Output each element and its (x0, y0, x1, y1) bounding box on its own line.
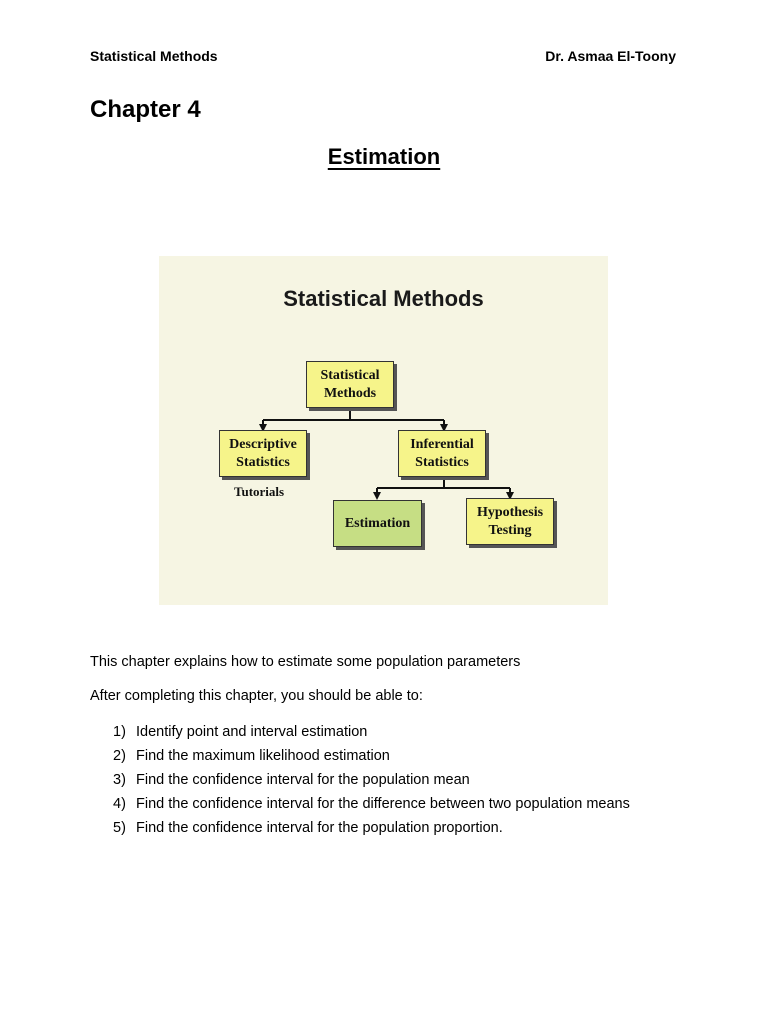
box-inferential-statistics (398, 430, 486, 477)
box-hypothesis-testing (466, 498, 554, 545)
box-descriptive-statistics (219, 430, 307, 477)
list-item (90, 816, 670, 840)
header-course-title: Statistical Methods (90, 48, 218, 64)
list-item-number: 2) (113, 748, 126, 764)
list-item-number: 3) (113, 772, 126, 788)
list-item (90, 792, 670, 816)
box-hypothesis-testing-label: Hypothesis Testing (476, 504, 544, 538)
list-item-number: 1) (113, 724, 126, 740)
list-item-text: Find the maximum likelihood estimation (136, 748, 390, 764)
box-statistical-methods (306, 361, 394, 408)
chapter-heading: Chapter 4 (90, 96, 201, 123)
objectives-lead: After completing this chapter, you should be able to: (90, 688, 423, 704)
header-author: Dr. Asmaa El-Toony (545, 48, 676, 64)
intro-paragraph: This chapter explains how to estimate some population parameters (90, 654, 521, 670)
list-item-text: Find the confidence interval for the population proportion. (136, 820, 503, 836)
list-item-number: 4) (113, 796, 126, 812)
tutorials-label: Tutorials (234, 484, 285, 499)
statistical-methods-diagram (159, 256, 608, 605)
diagram-title: Statistical Methods (283, 286, 484, 311)
list-item-text: Find the confidence interval for the difference between two population means (136, 796, 630, 812)
list-item (90, 744, 670, 768)
list-item-number: 5) (113, 820, 126, 836)
list-item (90, 768, 670, 792)
box-estimation-label: Estimation (344, 515, 411, 531)
box-estimation (333, 500, 422, 547)
list-item-text: Find the confidence interval for the population mean (136, 772, 470, 788)
list-item (90, 720, 670, 744)
box-inferential-statistics-label: Inferential Statistics (410, 436, 474, 470)
list-item-text: Identify point and interval estimation (136, 724, 368, 740)
page-title (0, 144, 768, 170)
page-title-text: Estimation (327, 144, 441, 169)
objectives-list (90, 720, 670, 840)
box-descriptive-statistics-label: Descriptive Statistics (229, 436, 297, 470)
box-statistical-methods-label: Statistical Methods (320, 367, 380, 401)
